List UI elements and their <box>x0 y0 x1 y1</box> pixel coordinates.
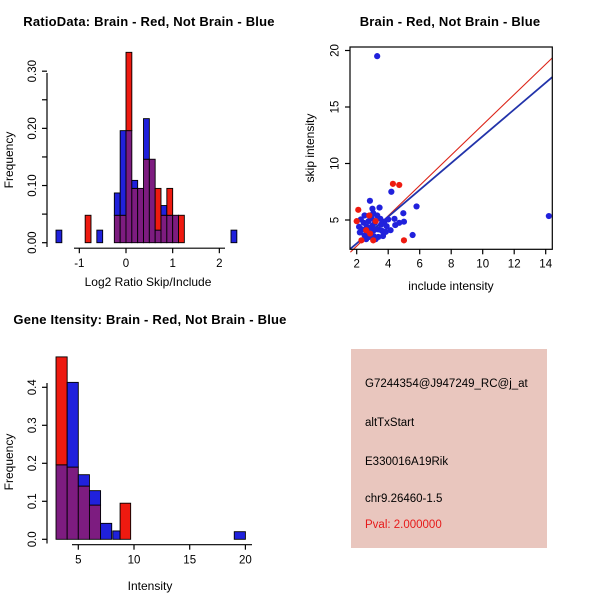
y-axis-tick-label: 5 <box>329 216 342 224</box>
scatter-point-brain <box>370 237 376 243</box>
scatter-point-not-brain <box>388 189 394 195</box>
scatter-point-brain <box>358 237 364 243</box>
ratio-histogram-title: RatioData: Brain - Red, Not Brain - Blue <box>23 14 275 29</box>
scatter-point-not-brain <box>357 229 363 235</box>
hist-bar-brain <box>155 188 161 230</box>
scatter-point-not-brain <box>380 233 386 239</box>
scatter-point-not-brain <box>376 204 382 210</box>
hist-bar-overlap <box>149 159 155 242</box>
hist-bar-not-brain <box>231 230 237 243</box>
pval-text: Pval: 2.000000 <box>365 519 442 531</box>
hist-bar-overlap <box>155 230 161 243</box>
x-axis-tick-label: 14 <box>539 258 553 271</box>
gene-histogram-title: Gene Itensity: Brain - Red, Not Brain - Blue <box>13 312 287 327</box>
scatter-point-not-brain <box>374 53 380 59</box>
hist-bar-not-brain <box>101 523 112 539</box>
y-axis-tick-label: 0.2 <box>27 455 39 472</box>
hist-bar-overlap <box>78 486 89 539</box>
gene-histogram-plot-area <box>27 357 252 567</box>
scatter-point-not-brain <box>410 232 416 238</box>
scatter-point-not-brain <box>400 210 406 216</box>
ratio-histogram-panel <box>0 0 300 300</box>
hist-bar-not-brain <box>120 131 126 216</box>
x-axis-tick-label: 4 <box>384 258 392 271</box>
hist-bar-overlap <box>56 465 67 539</box>
scatter-x-axis-label: include intensity <box>408 279 494 293</box>
hist-bar-not-brain <box>144 119 150 160</box>
x-axis-tick-label: 1 <box>169 258 176 270</box>
scatter-point-not-brain <box>378 221 384 227</box>
hist-bar-overlap <box>161 215 167 242</box>
scatter-point-brain <box>354 218 360 224</box>
x-axis-tick-label: 20 <box>239 554 252 567</box>
scatter-plot-area <box>330 44 553 270</box>
hist-bar-overlap <box>173 215 179 242</box>
y-axis-tick-label: 15 <box>329 100 342 114</box>
x-axis-tick-label: 2 <box>353 258 360 271</box>
scatter-point-not-brain <box>546 213 552 219</box>
y-axis-tick-label: 0.00 <box>27 231 39 254</box>
hist-bar-overlap <box>144 159 150 242</box>
x-axis-tick-label: 5 <box>75 554 82 567</box>
hist-bar-brain <box>126 52 132 130</box>
hist-bar-brain <box>167 188 173 215</box>
gene-symbol-text: E330016A19Rik <box>365 456 449 468</box>
y-axis-tick-label: 10 <box>329 157 342 170</box>
hist-bar-brain <box>179 215 185 242</box>
x-axis-tick-label: 0 <box>122 258 130 270</box>
scatter-title: Brain - Red, Not Brain - Blue <box>359 14 541 29</box>
hist-bar-brain <box>56 357 67 465</box>
hist-bar-overlap <box>126 131 132 243</box>
hist-bar-overlap <box>120 215 126 242</box>
hist-bar-not-brain <box>113 531 120 539</box>
scatter-point-brain <box>390 181 396 187</box>
info-panel <box>351 349 547 548</box>
y-axis-tick-label: 20 <box>329 44 342 57</box>
scatter-point-not-brain <box>391 216 397 222</box>
scatter-point-not-brain <box>413 203 419 209</box>
y-axis-tick-label: 0.4 <box>27 379 39 396</box>
ratio-histogram-plot-area <box>27 52 237 270</box>
hist-bar-not-brain <box>56 230 62 243</box>
hist-bar-not-brain <box>114 193 120 215</box>
x-axis-tick-label: 8 <box>447 258 455 271</box>
hist-bar-overlap <box>89 505 100 539</box>
scatter-point-not-brain <box>367 198 373 204</box>
hist-bar-overlap <box>167 215 173 242</box>
y-axis-tick-label: 0.1 <box>27 493 39 510</box>
y-axis-tick-label: 0.10 <box>27 174 39 197</box>
x-axis-tick-label: -1 <box>74 258 85 270</box>
hist-bar-brain <box>85 215 91 242</box>
hist-bar-not-brain <box>234 532 245 540</box>
locus-text: chr9.26460-1.5 <box>365 493 443 505</box>
scatter-point-brain <box>401 237 407 243</box>
y-axis-tick-label: 0.0 <box>27 531 39 548</box>
x-axis-tick-label: 15 <box>183 554 197 567</box>
ratio-y-axis-label: Frequency <box>2 131 16 189</box>
scatter-point-not-brain <box>384 223 390 229</box>
hist-bar-not-brain <box>78 475 89 486</box>
scatter-y-axis-label: skip intensity <box>303 113 317 183</box>
hist-bar-overlap <box>138 188 144 242</box>
y-axis-tick-label: 0.3 <box>27 417 39 434</box>
x-axis-tick-label: 2 <box>216 258 223 270</box>
x-axis-tick-label: 12 <box>507 258 521 271</box>
hist-bar-overlap <box>114 215 120 242</box>
probe-id-text: G7244354@J947249_RC@j_at <box>365 378 528 390</box>
scatter-point-not-brain <box>385 216 391 222</box>
hist-bar-not-brain <box>89 491 100 505</box>
hist-bar-not-brain <box>67 382 78 467</box>
x-axis-tick-label: 6 <box>416 258 423 271</box>
hist-bar-not-brain <box>97 230 103 243</box>
scatter-point-brain <box>366 212 372 218</box>
hist-bar-overlap <box>67 467 78 539</box>
x-axis-tick-label: 10 <box>127 554 141 567</box>
hist-bar-overlap <box>132 188 138 242</box>
hist-bar-not-brain <box>132 180 138 188</box>
scatter-point-brain <box>373 218 379 224</box>
scatter-point-not-brain <box>396 220 402 226</box>
gene-intensity-histogram-panel <box>0 300 300 600</box>
event-type-text: altTxStart <box>365 417 415 429</box>
y-axis-tick-label: 0.30 <box>27 59 39 83</box>
hist-bar-brain <box>120 503 131 539</box>
gene-y-axis-label: Frequency <box>2 433 16 491</box>
scatter-point-brain <box>367 230 373 236</box>
intensity-scatter-panel <box>300 0 600 300</box>
gene-x-axis-label: Intensity <box>127 579 173 593</box>
y-axis-tick-label: 0.20 <box>27 117 39 140</box>
ratio-x-axis-label: Log2 Ratio Skip/Include <box>84 275 212 289</box>
hist-bar-not-brain <box>161 206 167 216</box>
scatter-point-brain <box>355 207 361 213</box>
x-axis-tick-label: 10 <box>476 258 490 271</box>
scatter-point-brain <box>396 182 402 188</box>
